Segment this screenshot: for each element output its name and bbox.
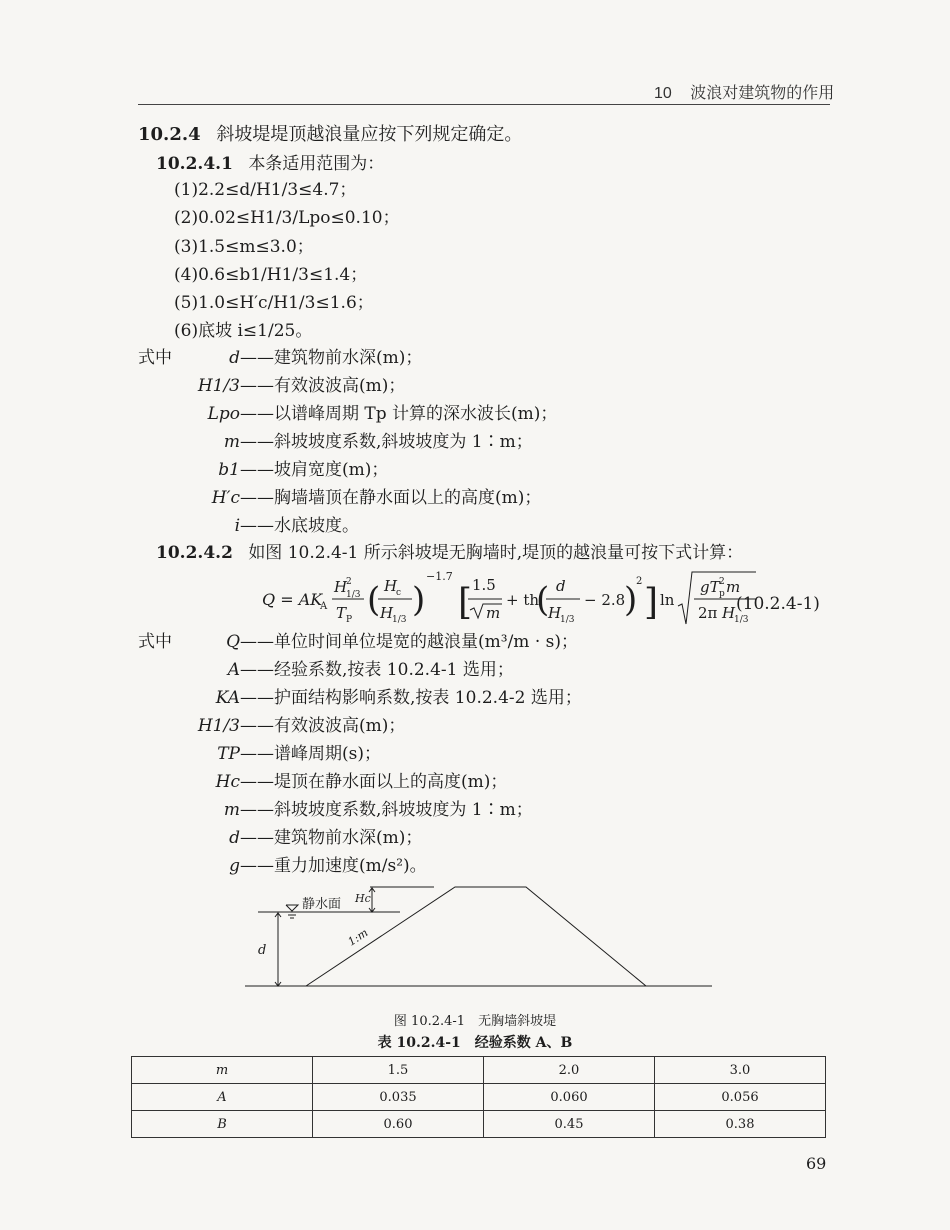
def-text: ——斜坡坡度系数,斜坡坡度为 1∶m； xyxy=(240,800,533,820)
svg-text:]: ] xyxy=(644,582,659,623)
table-row xyxy=(132,1084,826,1111)
clause-text: 如图 10.2.4-1 所示斜坡堤无胸墙时,堤顶的越浪量可按下式计算： xyxy=(248,543,744,563)
figure-caption: 图 10.2.4-1 无胸墙斜坡堤 xyxy=(393,1014,557,1029)
svg-text:1/3: 1/3 xyxy=(392,615,407,625)
svg-text:H: H xyxy=(380,604,394,622)
def-symbol: KA xyxy=(215,688,240,708)
svg-text:H: H xyxy=(334,578,348,596)
where-label: 式中 xyxy=(138,348,172,368)
condition-item: (6)底坡 i≤1/25。 xyxy=(174,321,313,341)
svg-text:(: ( xyxy=(367,580,381,620)
def-symbol: A xyxy=(227,660,240,680)
table-cell: m xyxy=(132,1057,313,1084)
svg-text:1/3: 1/3 xyxy=(560,615,575,625)
def-text: ——谱峰周期(s)； xyxy=(240,744,381,764)
svg-text:d: d xyxy=(556,577,566,595)
water-level-triangle xyxy=(286,905,298,911)
def-text: ——坡肩宽度(m)； xyxy=(240,460,389,480)
chapter-title: 波浪对建筑物的作用 xyxy=(690,85,835,102)
table-cell: 0.035 xyxy=(313,1084,484,1111)
def-text: ——建筑物前水深(m)； xyxy=(240,828,423,848)
clause-10-2-4-2 xyxy=(156,541,743,565)
clause-10-2-4-1 xyxy=(156,152,384,176)
svg-text:H: H xyxy=(722,604,736,622)
coefficient-table xyxy=(131,1056,826,1138)
def-text: ——堤顶在静水面以上的高度(m)； xyxy=(240,772,508,792)
def-symbol: i xyxy=(234,516,240,536)
breakwater-figure xyxy=(240,878,720,993)
table-cell: 1.5 xyxy=(313,1057,484,1084)
def-symbol: g xyxy=(229,856,240,876)
svg-text:): ) xyxy=(624,580,638,620)
formula-exponent: −1.7 xyxy=(426,570,453,583)
def-text: ——斜坡坡度系数,斜坡坡度为 1∶m； xyxy=(240,432,533,452)
svg-text:m: m xyxy=(726,578,741,596)
table-cell: 0.38 xyxy=(655,1111,826,1138)
svg-text:H: H xyxy=(548,604,562,622)
table-caption: 表 10.2.4-1 经验系数 A、B xyxy=(377,1035,573,1051)
svg-text:m: m xyxy=(486,604,501,622)
def-text: ——有效波波高(m)； xyxy=(240,716,406,736)
def-text: ——胸墙墙顶在静水面以上的高度(m)； xyxy=(240,488,542,508)
clause-text: 本条适用范围为： xyxy=(248,154,385,174)
section-10-2-4 xyxy=(138,123,522,147)
where-label: 式中 xyxy=(138,632,172,652)
def-symbol: m xyxy=(223,432,240,452)
svg-text:1/3: 1/3 xyxy=(346,590,361,600)
running-header xyxy=(654,80,834,103)
clause-number: 10.2.4.2 xyxy=(156,543,233,563)
table-cell: 3.0 xyxy=(655,1057,826,1084)
formula-square: 2 xyxy=(636,576,643,587)
table-cell: 0.60 xyxy=(313,1111,484,1138)
page-number: 69 xyxy=(806,1154,827,1173)
svg-text:c: c xyxy=(396,588,402,598)
def-text: ——重力加速度(m/s²)。 xyxy=(240,856,427,876)
still-water-label: 静水面 xyxy=(302,897,342,912)
def-symbol: Q xyxy=(226,632,240,652)
svg-text:gT: gT xyxy=(700,578,720,596)
def-symbol: d xyxy=(229,348,240,368)
def-symbol: H1/3 xyxy=(197,716,240,736)
condition-item: (3)1.5≤m≤3.0； xyxy=(174,237,314,257)
condition-item: (4)0.6≤b1/H1/3≤1.4； xyxy=(174,265,368,285)
table-cell: 0.056 xyxy=(655,1084,826,1111)
clause-number: 10.2.4.1 xyxy=(156,154,233,174)
svg-text:2: 2 xyxy=(346,577,352,587)
formula-number: (10.2.4-1) xyxy=(736,594,820,614)
def-symbol: TP xyxy=(217,744,240,764)
def-text: ——经验系数,按表 10.2.4-1 选用； xyxy=(240,660,514,680)
table-cell: A xyxy=(132,1084,313,1111)
table-cell: 0.45 xyxy=(484,1111,655,1138)
svg-text:1/3: 1/3 xyxy=(734,615,749,625)
def-text: ——护面结构影响系数,按表 10.2.4-2 选用； xyxy=(240,688,582,708)
table-cell: 2.0 xyxy=(484,1057,655,1084)
def-text: ——以谱峰周期 Tp 计算的深水波长(m)； xyxy=(240,404,558,424)
table-cell: 0.060 xyxy=(484,1084,655,1111)
hc-label: Hc xyxy=(355,892,371,905)
section-text: 斜坡堤堤顶越浪量应按下列规定确定。 xyxy=(216,124,523,145)
svg-text:p: p xyxy=(719,589,725,599)
svg-text:[: [ xyxy=(458,582,473,623)
header-rule xyxy=(138,104,830,105)
table-row xyxy=(132,1057,826,1084)
def-symbol: m xyxy=(223,800,240,820)
formula-ln: ln xyxy=(660,591,675,609)
condition-item: (2)0.02≤H1/3/Lpo≤0.10； xyxy=(174,208,400,228)
section-number: 10.2.4 xyxy=(138,124,201,145)
svg-text:A: A xyxy=(320,601,328,612)
def-symbol: b1 xyxy=(218,460,240,480)
def-symbol: Lpo xyxy=(207,404,240,424)
chapter-number: 10 xyxy=(654,85,672,102)
formula-minus: − 2.8 xyxy=(584,591,626,609)
formula-two-pi: 2π xyxy=(698,604,718,622)
formula-th: + th xyxy=(506,591,540,609)
svg-text:H: H xyxy=(384,577,398,595)
def-symbol: H1/3 xyxy=(197,376,240,396)
svg-text:): ) xyxy=(412,580,426,620)
def-symbol: H′c xyxy=(211,488,240,508)
def-text: ——建筑物前水深(m)； xyxy=(240,348,423,368)
svg-text:T: T xyxy=(336,604,347,622)
depth-label: d xyxy=(258,943,267,958)
condition-item: (5)1.0≤H′c/H1/3≤1.6； xyxy=(174,293,374,313)
table-cell: B xyxy=(132,1111,313,1138)
def-symbol: d xyxy=(229,828,240,848)
def-text: ——有效波波高(m)； xyxy=(240,376,406,396)
svg-text:(: ( xyxy=(536,580,550,620)
table-row xyxy=(132,1111,826,1138)
def-symbol: Hc xyxy=(215,772,240,792)
slope-label: 1:m xyxy=(345,926,371,949)
def-text: ——水底坡度。 xyxy=(240,516,359,536)
svg-text:2: 2 xyxy=(719,577,725,587)
condition-item: (1)2.2≤d/H1/3≤4.7； xyxy=(174,180,357,200)
svg-text:P: P xyxy=(346,615,353,625)
def-text: ——单位时间单位堤宽的越浪量(m³/m · s)； xyxy=(240,632,578,652)
formula-coefficient: 1.5 xyxy=(472,576,496,594)
formula-lhs: Q = AK xyxy=(262,590,323,609)
